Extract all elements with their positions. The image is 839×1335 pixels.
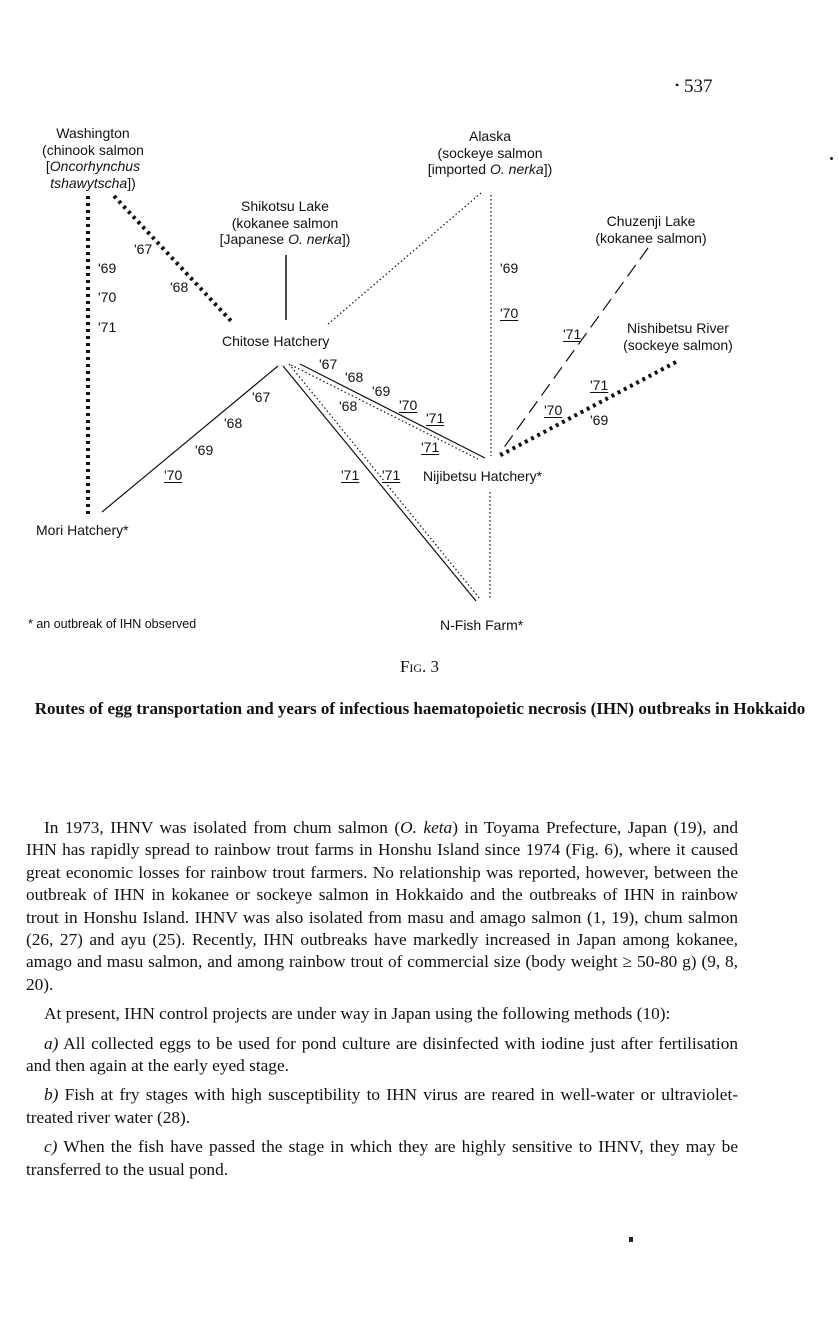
node-washington-line4 xyxy=(30,175,156,192)
species-genus: Oncorhynchus xyxy=(49,158,141,174)
page-number-value: 537 xyxy=(683,76,713,97)
year-label: '69 xyxy=(195,442,214,458)
year-label: '69 xyxy=(590,412,609,428)
year-label-outbreak: '71 xyxy=(563,326,582,342)
list-item xyxy=(26,1084,738,1129)
text: [Japanese xyxy=(219,231,289,247)
list-item-text: Fish at fry stages with high susceptibility to IHN virus are reared in well-water or ultraviolet-treated river water (28). xyxy=(26,1085,738,1127)
year-label: '70 xyxy=(98,289,117,305)
text: ) in Toyama Prefecture, Japan (19), and IHN has rapidly spread to rainbow trout farms in Honshu Island since 1974 (Fig. 6), where it caused great economic losses for rainbow trout farmers. No relationship was reported, however, between the outbreak of IHN in kokanee or sockeye salmon in Hokkaido and the outbreaks of IHN in rainbow trout in Honshu Island. IHNV was also isolated from masu and amago salmon (1, 19), chum salmon (26, 27) and ayu (25). Recently, IHN outbreaks have markedly increased in Japan among kokanee, amago and masu salmon, and among rainbow trout of commercial size (body weight ≥ 50-80 g) (9, 8, 20). xyxy=(26,818,738,994)
list-item-text: When the fish have passed the stage in which they are highly sensitive to IHNV, they may be transferred to the usual pond. xyxy=(26,1137,738,1179)
year-label: '71 xyxy=(98,319,117,335)
year-label-outbreak: '70 xyxy=(399,397,418,413)
node-alaska xyxy=(410,128,570,178)
year-label: '69 xyxy=(372,383,391,399)
year-label: '68 xyxy=(345,369,364,385)
list-item xyxy=(26,1136,738,1181)
node-shikotsu-line3 xyxy=(200,231,370,248)
bracket: [ xyxy=(45,158,50,174)
figure-footnote: * an outbreak of IHN observed xyxy=(28,617,197,631)
species-name: O. nerka xyxy=(288,231,342,247)
bracket: ]) xyxy=(543,161,553,177)
node-nfish-farm: N-Fish Farm* xyxy=(440,617,524,633)
year-label: '68 xyxy=(170,279,189,295)
paragraph: At present, IHN control projects are under way in Japan using the following methods (10): xyxy=(44,1004,671,1024)
bracket: ]) xyxy=(341,231,351,247)
node-washington-line3 xyxy=(30,158,156,175)
node-washington-line1: Washington xyxy=(56,125,130,141)
year-label: '67 xyxy=(134,241,153,257)
species-name: O. keta xyxy=(400,818,453,837)
node-washington-line2: (chinook salmon xyxy=(42,141,144,158)
node-shikotsu-line1: Shikotsu Lake xyxy=(241,198,329,214)
node-alaska-line1: Alaska xyxy=(468,128,512,144)
text: [imported xyxy=(427,161,490,177)
text: In 1973, IHNV was isolated from chum salmon ( xyxy=(44,818,401,837)
node-alaska-line3 xyxy=(410,161,570,178)
year-label-outbreak: '71 xyxy=(426,410,445,426)
node-shikotsu-lake xyxy=(200,198,370,248)
node-nijibetsu-hatchery: Nijibetsu Hatchery* xyxy=(423,468,543,484)
species-name: tshawytscha xyxy=(50,174,128,191)
stray-mark xyxy=(629,1237,633,1242)
year-label-outbreak: '71 xyxy=(382,467,401,483)
node-nishibetsu-line1: Nishibetsu River xyxy=(627,320,729,336)
node-alaska-line2: (sockeye salmon xyxy=(437,144,543,161)
year-label: '67 xyxy=(252,389,271,405)
node-chuzenji-line2: (kokanee salmon) xyxy=(595,229,707,246)
year-label: '69 xyxy=(98,260,117,276)
species-name: O. nerka xyxy=(489,161,544,177)
year-label: '68 xyxy=(224,415,243,431)
list-item xyxy=(26,1033,738,1078)
list-marker: a) xyxy=(44,1033,59,1053)
route-nishibetsu-nijibetsu xyxy=(497,362,676,457)
route-chitose-nijibetsu-dotted xyxy=(291,365,478,459)
year-label-outbreak: '70 xyxy=(544,402,563,418)
year-label-outbreak: '70 xyxy=(500,305,519,321)
page-number: • 537 xyxy=(675,76,713,97)
year-label-outbreak: '71 xyxy=(421,439,440,455)
figure-label: Fig. 3 xyxy=(399,657,440,676)
list-marker: b) xyxy=(44,1085,59,1105)
year-label-outbreak: '70 xyxy=(164,467,183,483)
node-chuzenji-lake xyxy=(580,213,722,246)
paragraph xyxy=(26,817,738,996)
list-marker: c) xyxy=(44,1137,58,1157)
list-item-text: All collected eggs to be used for pond culture are disinfected with iodine just after fertilisation and then again at the early eyed stage. xyxy=(26,1033,738,1076)
node-shikotsu-line2: (kokanee salmon xyxy=(231,214,339,231)
year-label: '68 xyxy=(339,398,358,414)
year-label-outbreak: '71 xyxy=(341,467,360,483)
route-chitose-mori xyxy=(102,366,278,512)
node-chitose-hatchery: Chitose Hatchery xyxy=(222,333,330,349)
node-nishibetsu-line2: (sockeye salmon) xyxy=(623,336,733,353)
year-label: '69 xyxy=(500,260,519,276)
bracket: ]) xyxy=(127,174,136,191)
figure-3-diagram xyxy=(0,0,839,650)
figure-caption: Routes of egg transportation and years of infectious haematopoietic necrosis (IHN) outbreaks in Hokkaido xyxy=(34,699,806,718)
node-washington xyxy=(30,125,156,191)
year-label: '67 xyxy=(319,356,338,372)
body-text xyxy=(26,817,738,1188)
node-chuzenji-line1: Chuzenji Lake xyxy=(606,213,696,229)
node-nishibetsu-river xyxy=(608,320,748,353)
node-mori-hatchery: Mori Hatchery* xyxy=(36,522,129,538)
year-label-outbreak: '71 xyxy=(590,377,609,393)
